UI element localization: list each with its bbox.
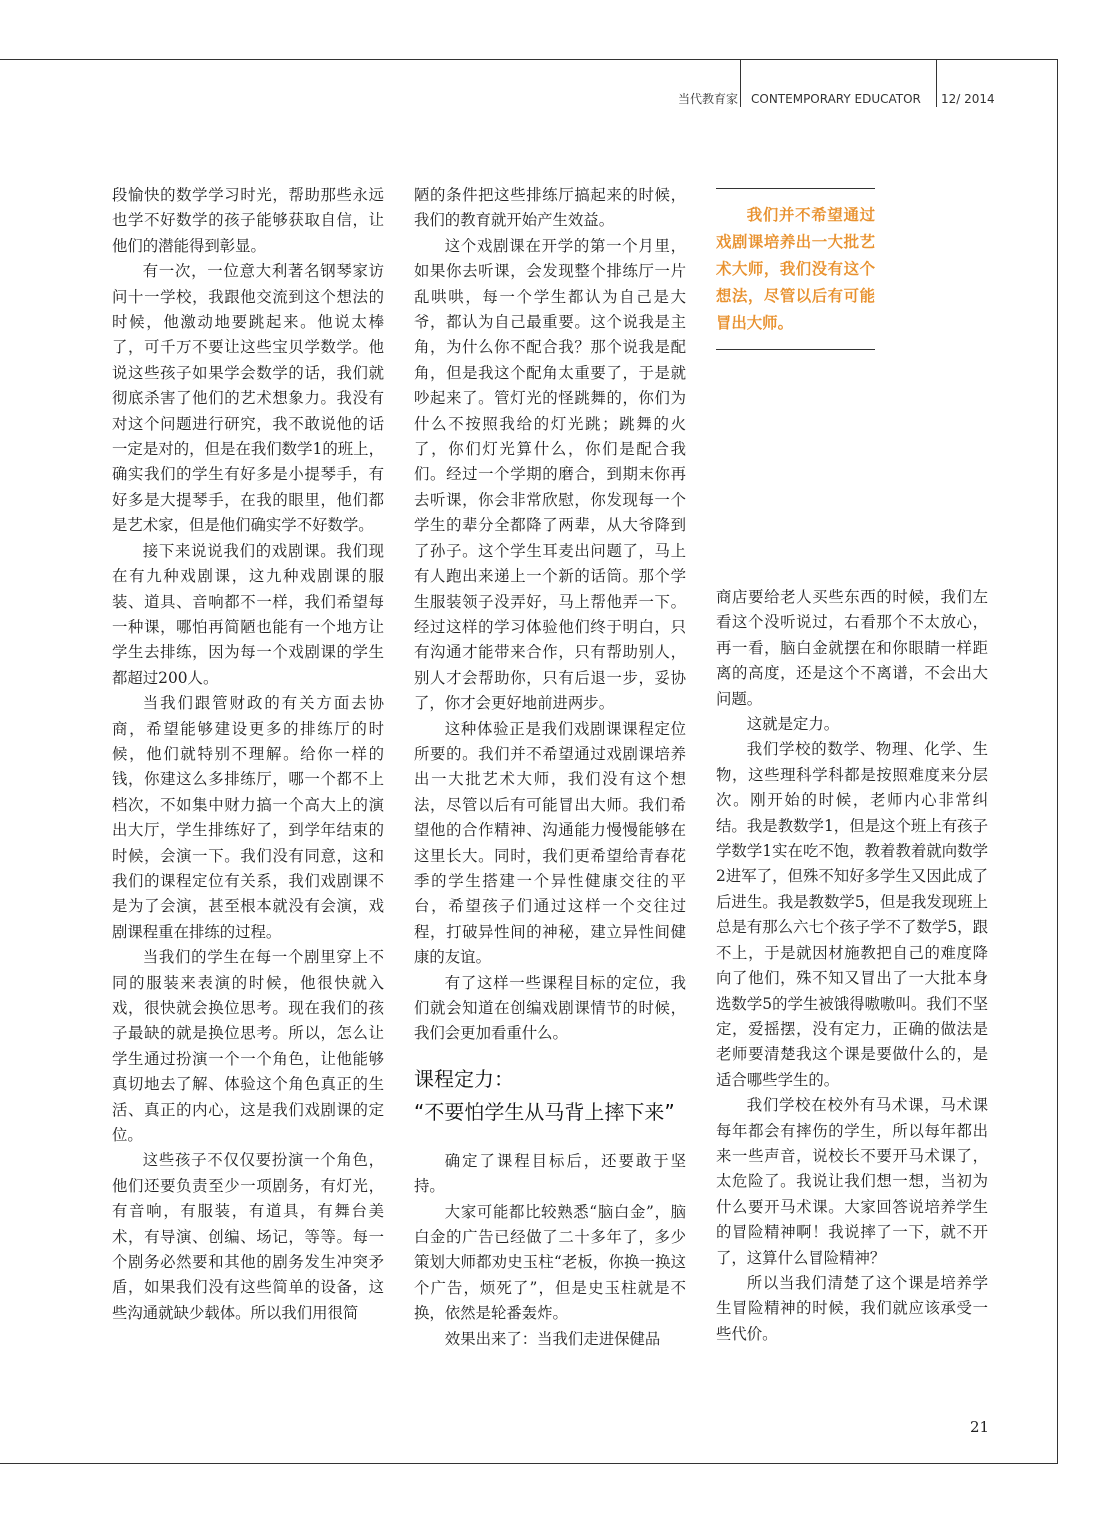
paragraph: 当我们的学生在每一个剧里穿上不同的服装来表演的时候，他很快就入戏，很快就会换位思考。现在我们的孩子最缺的就是换位思考。所以，怎么让学生通过扮演一个一个角色，让他能够真切地去了解、体验这个角色真正的生活、真正的内心，这是我们戏剧课的定位。 [112, 948, 384, 1145]
paragraph: 商店要给老人买些东西的时候，我们左看这个没听说过，右看那个不太放心，再一看，脑白金就摆在和你眼睛一样距离的高度，还是这个不离谱，不会出大问题。 [716, 588, 988, 708]
text-column-3 [716, 585, 988, 1347]
paragraph: 我们学校的数学、物理、化学、生物，这些理科学科都是按照难度来分层次。刚开始的时候，老师内心非常纠结。我是教数学1，但是这个班上有孩子学数学1实在吃不饱，教着教着就向数学2进军了，但殊不知好多学生又因此成了后进生。我是教数学5，但是我发现班上总是有那么六七个孩子学不了数学5，跟不上，于是就因材施教把自己的难度降向了他们，殊不知又冒出了一大批本身选数学5的学生被饿得嗷嗷叫。我们不坚定，爱摇摆，没有定力，正确的做法是老师要清楚我这个课是要做什么的，是适合哪些学生的。 [716, 740, 988, 1089]
text-column-1 [112, 183, 384, 1326]
paragraph: 所以当我们清楚了这个课是培养学生冒险精神的时候，我们就应该承受一些代价。 [716, 1273, 988, 1343]
paragraph: 当我们跟管财政的有关方面去协商，希望能够建设更多的排练厅的时候，他们就特别不理解。给你一样的钱，你建这么多排练厅，哪一个都不上档次，不如集中财力搞一个高大上的演出大厅，学生排练好了，到学年结束的时候，会演一下。我们没有同意，这和我们的课程定位有关系，我们戏剧课不是为了会演，甚至根本就没有会演，戏剧课程重在排练的过程。 [112, 694, 384, 941]
paragraph: 陋的条件把这些排练厅搞起来的时候，我们的教育就开始产生效益。 [414, 186, 686, 230]
paragraph: 我们学校在校外有马术课，马术课每年都会有摔伤的学生，所以每年都出来一些声音，说校长不要开马术课了，太危险了。我说让我们想一想，当初为什么要开马术课。大家回答说培养学生的冒险精神啊！我说摔了一下，就不开了，这算什么冒险精神？ [716, 1096, 988, 1267]
paragraph: 这就是定力。 [746, 715, 840, 734]
paragraph: 这种体验正是我们戏剧课课程定位所要的。我们并不希望通过戏剧课培养出一大批艺术大师，我们没有这个想法，尽管以后有可能冒出大师。我们希望他的合作精神、沟通能力慢慢能够在这里长大。同时，我们更希望给青春花季的学生搭建一个异性健康交往的平台，希望孩子们通过这样一个交往过程，打破异性间的神秘，建立异性间健康的友谊。 [414, 719, 686, 967]
section-heading-line-1: 课程定力： [414, 1066, 514, 1091]
header-divider [740, 59, 741, 107]
issue-date: 12/ 2014 [941, 92, 995, 106]
header-divider [936, 59, 937, 107]
paragraph: 这个戏剧课在开学的第一个月里，如果你去听课，会发现整个排练厅一片乱哄哄，每一个学生都认为自己是大爷，都认为自己最重要。这个说我是主角，为什么你不配合我？那个说我是配角，但是我这个配角太重要了，于是就吵起来了。管灯光的怪跳舞的，你们为什么不按照我给的灯光跳；跳舞的火了，你们灯光算什么，你们是配合我们。经过一个学期的磨合，到期末你再去听课，你会非常欣慰，你发现每一个学生的辈分全都降了两辈，从大爷降到了孙子。这个学生耳麦出问题了，马上有人跑出来递上一个新的话筒。那个学生服装领子没弄好，马上帮他弄一下。经过这样的学习体验他们终于明白，只有沟通才能带来合作，只有帮助别人，别人才会帮助你，只有后退一步，妥协了，你才会更好地前进两步。 [414, 236, 686, 713]
paragraph: 大家可能都比较熟悉“脑白金”，脑白金的广告已经做了二十多年了，多少策划大师都劝史玉柱“老板，你换一换这个广告，烦死了”，但是史玉柱就是不换，依然是轮番轰炸。 [414, 1202, 686, 1323]
paragraph: 有了这样一些课程目标的定位，我们就会知道在创编戏剧课情节的时候，我们会更加看重什么。 [414, 973, 686, 1043]
section-heading [414, 1063, 686, 1129]
paragraph: 效果出来了：当我们走进保健品 [444, 1329, 661, 1348]
top-rule [0, 59, 1058, 60]
section-heading-line-2: “不要怕学生从马背上摔下来” [414, 1099, 675, 1124]
page-number: 21 [970, 1418, 990, 1436]
magazine-name-en: CONTEMPORARY EDUCATOR [751, 92, 921, 106]
right-rule [1057, 59, 1058, 1464]
paragraph: 有一次，一位意大利著名钢琴家访问十一学校，我跟他交流到这个想法的时候，他激动地要跳起来。他说太棒了，可千万不要让这些宝贝学数学。他说这些孩子如果学会数学的话，我们就彻底杀害了他们的艺术想象力。我没有对这个问题进行研究，我不敢说他的话一定是对的，但是在我们数学1的班上，确实我们的学生有好多是小提琴手，有好多是大提琴手，在我的眼里，他们都是艺术家，但是他们确实学不好数学。 [112, 262, 384, 535]
bottom-rule [0, 1463, 1058, 1464]
pull-quote: 我们并不希望通过戏剧课培养出一大批艺术大师，我们没有这个想法，尽管以后有可能冒出大师。 [716, 188, 875, 350]
paragraph: 接下来说说我们的戏剧课。我们现在有九种戏剧课，这九种戏剧课的服装、道具、音响都不一样，我们希望每一种课，哪怕再简陋也能有一个地方让学生去排练，因为每一个戏剧课的学生都超过200人。 [112, 541, 384, 687]
paragraph: 段愉快的数学学习时光，帮助那些永远也学不好数学的孩子能够获取自信，让他们的潜能得到彰显。 [112, 186, 384, 255]
paragraph: 这些孩子不仅仅要扮演一个角色，他们还要负责至少一项剧务，有灯光，有音响，有服装，有道具，有舞台美术，有导演、创编、场记，等等。每一个剧务必然要和其他的剧务发生冲突矛盾，如果我们没有这些简单的设备，这些沟通就缺少载体。所以我们用很简 [112, 1151, 384, 1322]
text-column-2 [414, 183, 686, 1352]
paragraph: 确定了课程目标后，还要敢于坚持。 [414, 1151, 686, 1196]
magazine-name-cn: 当代教育家 [678, 92, 739, 106]
